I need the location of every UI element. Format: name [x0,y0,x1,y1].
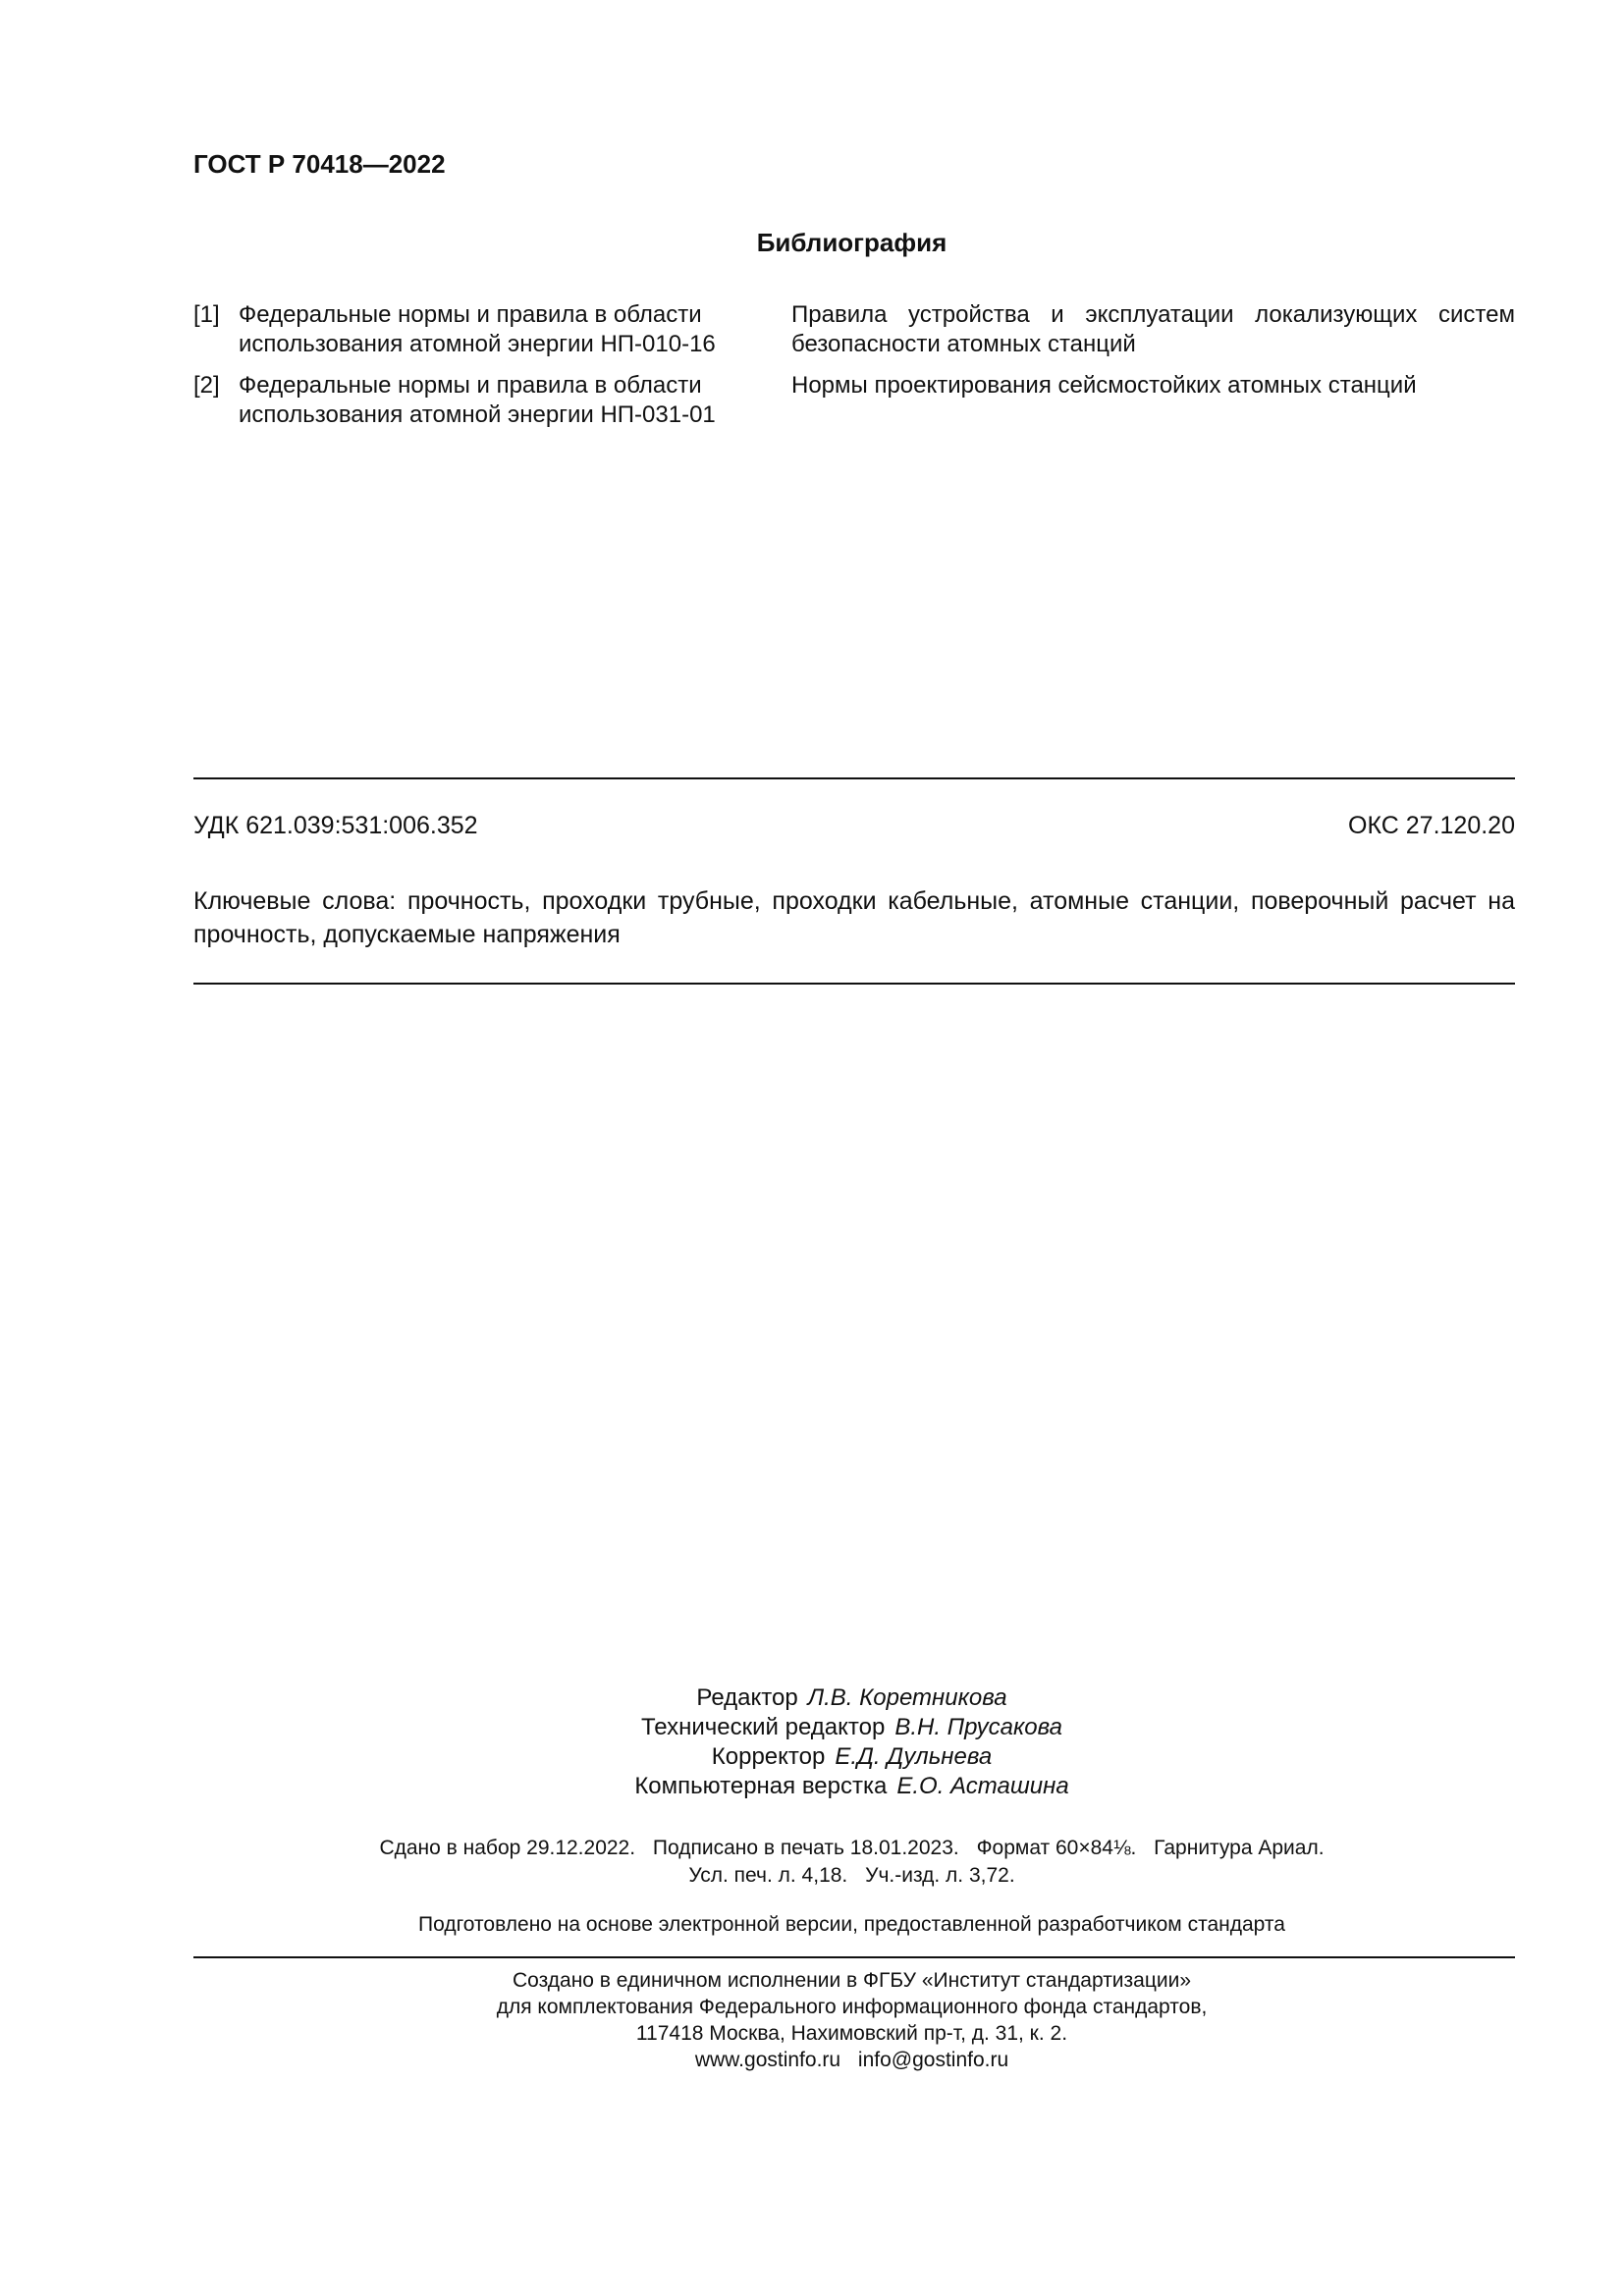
credit-name: Е.О. Асташина [896,1773,1069,1799]
publisher-line: Создано в единичном исполнении в ФГБУ «Институт стандартизации» [512,1969,1192,1992]
credit-role: Корректор [711,1743,826,1770]
bibliography-entry [193,371,1515,430]
entry-description: Правила устройства и эксплуатации локализующих систем безопасности атомных станций [791,301,1515,357]
oks-code: ОКС 27.120.20 [1348,812,1515,839]
entry-source-line: Федеральные нормы и правила в области [239,372,702,399]
entry-source [239,300,791,359]
email-link[interactable]: info@gostinfo.ru [857,2049,1009,2071]
bibliography-title: Библиография [756,228,947,257]
publisher-contacts [0,2047,1624,2073]
imprint-publ-sheets: Уч.-изд. л. 3,72. [865,1864,1015,1887]
imprint-submitted: Сдано в набор 29.12.2022. [379,1837,636,1859]
imprint-line [0,1862,1624,1890]
imprint-block [0,1835,1624,1890]
bibliography-entry [193,300,1515,359]
divider-top [193,777,1515,779]
imprint-print-sheets: Усл. печ. л. 4,18. [688,1864,848,1887]
imprint-typeface: Гарнитура Ариал. [1154,1837,1325,1859]
imprint-format: Формат 60×84⅛. [976,1837,1137,1859]
credit-line [0,1742,1624,1772]
divider-keywords [193,983,1515,985]
standard-code: ГОСТ Р 70418—2022 [193,149,446,179]
entry-description: Нормы проектирования сейсмостойких атомных станций [791,372,1417,399]
entry-source-line: использования атомной энергии НП-031-01 [239,401,716,428]
keywords: Ключевые слова: прочность, проходки трубные, проходки кабельные, атомные станции, поверочный расчет на прочность, допускаемые напряжения [193,887,1515,948]
credit-line [0,1683,1624,1713]
publisher-block [0,1967,1624,2073]
entry-number: [1] [193,301,220,328]
credits-block [0,1683,1624,1801]
entry-source-line: использования атомной энергии НП-010-16 [239,331,716,357]
udk-code: УДК 621.039:531:006.352 [193,812,478,839]
credit-name: Л.В. Коретникова [807,1684,1007,1711]
credit-name: Е.Д. Дульнева [835,1743,993,1770]
entry-number: [2] [193,372,220,399]
bibliography-list [193,300,1515,442]
prepared-note: Подготовлено на основе электронной версии, предоставленной разработчиком стандарта [418,1913,1285,1936]
publisher-address: 117418 Москва, Нахимовский пр-т, д. 31, к. 2. [635,2022,1068,2045]
imprint-signed: Подписано в печать 18.01.2023. [652,1837,959,1859]
credit-role: Компьютерная верстка [634,1773,888,1799]
imprint-line [0,1835,1624,1862]
credit-role: Редактор [696,1684,798,1711]
credit-role: Технический редактор [640,1714,886,1740]
credit-line [0,1713,1624,1742]
credit-line [0,1772,1624,1801]
entry-source [239,371,791,430]
website-link[interactable]: www.gostinfo.ru [694,2049,841,2071]
credit-name: В.Н. Прусакова [894,1714,1062,1740]
divider-bottom [193,1956,1515,1958]
publisher-line: для комплектования Федерального информационного фонда стандартов, [496,1996,1208,2018]
entry-source-line: Федеральные нормы и правила в области [239,301,702,328]
